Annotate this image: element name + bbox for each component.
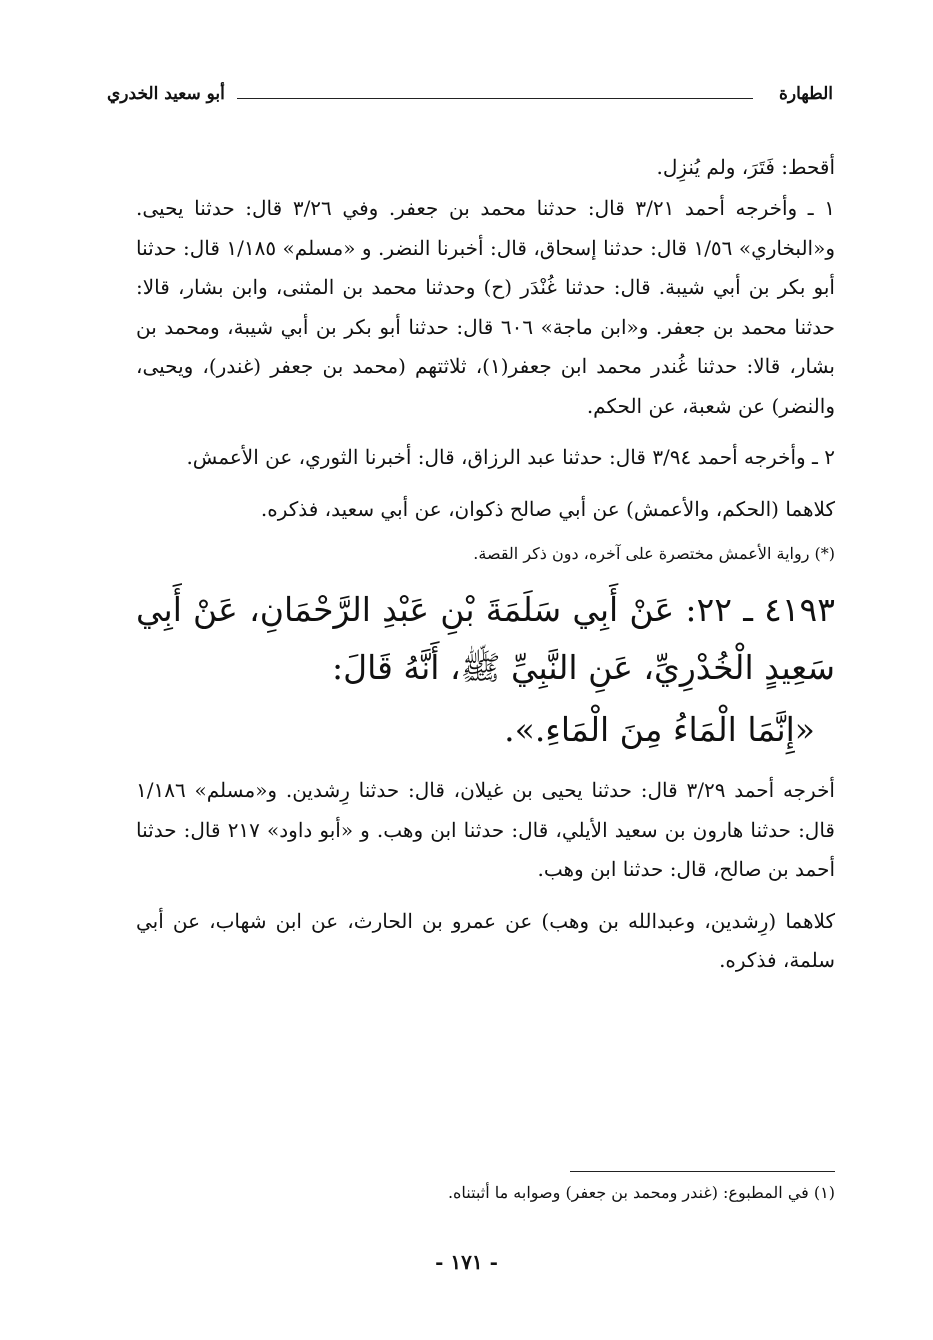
takhrij-paragraph-2: ٢ ـ وأخرجه أحمد ٣/٩٤ قال: حدثنا عبد الرزاق، قال: أخبرنا الثوري، عن الأعمش. — [186, 445, 835, 469]
takhrij-paragraph-3: أخرجه أحمد ٣/٢٩ قال: حدثنا يحيى بن غيلان، قال: حدثنا رِشدين. و«مسلم» ١/١٨٦ قال: حدثنا هارون بن سعيد الأيلي، قال: حدثنا ابن وهب. و «أبو داود» ٢١٧ قال: حدثنا أحمد بن صالح، قال: حدثنا ابن وهب. — [136, 778, 835, 881]
header-section-title: الطهارة — [779, 84, 833, 104]
running-header — [107, 84, 833, 114]
takhrij-paragraph-1: ١ ـ وأخرجه أحمد ٣/٢١ قال: حدثنا محمد بن جعفر. وفي ٣/٢٦ قال: حدثنا يحيى. و«البخاري» ١/٥٦ قال: حدثنا إسحاق، قال: أخبرنا النضر. و «مسلم» ١/١٨٥ قال: حدثنا أبو بكر بن أبي شيبة. قال: حدثنا غُنْدَر (ح) وحدثنا محمد بن المثنى، وابن بشار، قالا: حدثنا محمد بن جعفر. و«ابن ماجة» ٦٠٦ قال: حدثنا أبو بكر بن أبي شيبة، ومحمد بن بشار، قالا: حدثنا غُندر محمد ابن جعفر(١)، ثلاثتهم (محمد بن جعفر (غندر)، ويحيى، والنضر) عن شعبة، عن الحكم. — [136, 196, 836, 418]
chain-summary-2: كلاهما (رِشدين، وعبدالله بن وهب) عن عمرو بن الحارث، عن ابن شهاب، عن أبي سلمة، فذكره. — [136, 908, 835, 972]
header-narrator-title: أبو سعيد الخدري — [107, 84, 225, 104]
opening-line: أقحط: فَتَرَ، ولم يُنزِل. — [656, 155, 835, 179]
footnote-rule — [570, 1171, 835, 1172]
chain-summary-1: كلاهما (الحكم، والأعمش) عن أبي صالح ذكوان، عن أبي سعيد، فذكره. — [260, 496, 835, 521]
hadith-heading: ٤١٩٣ ـ ٢٢: عَنْ أَبِي سَلَمَةَ بْنِ عَبْدِ الرَّحْمَانِ، عَنْ أَبِي سَعِيدٍ الْخُدْرِيِّ، عَنِ النَّبِيِّ ﷺ، أَنَّهُ قَالَ: — [136, 590, 835, 687]
footnote: (١) في المطبوع: (غندر ومحمد بن جعفر) وصوابه ما أثبتناه. — [447, 1183, 835, 1202]
hadith-text: «إِنَّمَا الْمَاءُ مِنَ الْمَاءِ.». — [504, 710, 815, 749]
asterisk-note: (*) رواية الأعمش مختصرة على آخره، دون ذكر القصة. — [473, 544, 835, 563]
header-rule — [237, 98, 753, 99]
page-number: - ١٧١ - — [435, 1250, 498, 1274]
page-body — [136, 145, 835, 993]
